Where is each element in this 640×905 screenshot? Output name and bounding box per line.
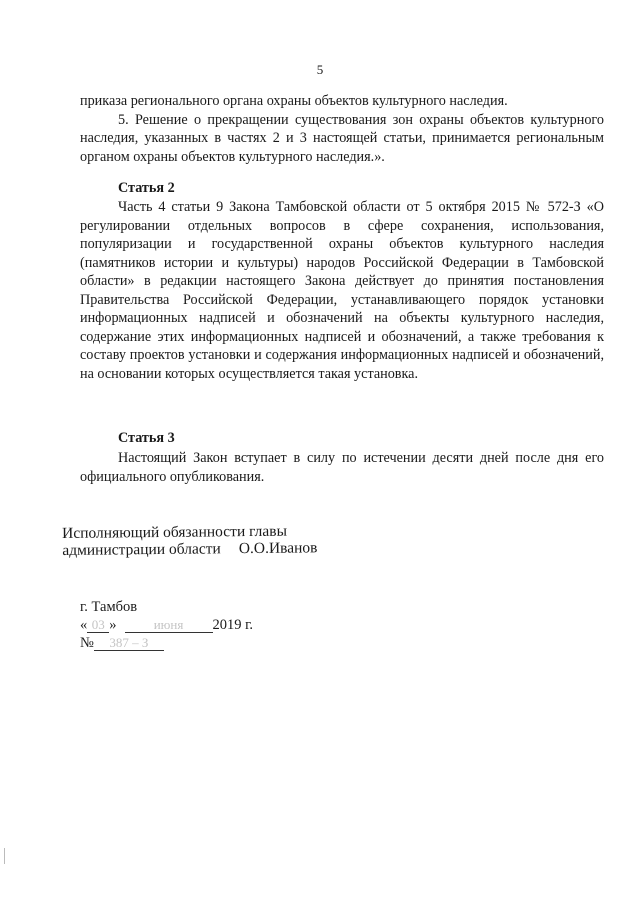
number-label: № [80,635,94,651]
page-number: 5 [316,62,324,77]
date-open-quote: « [80,617,88,633]
paragraph-item-5: 5. Решение о прекращении существования зон охраны объектов культурного наследия, указанных в частях 2 и 3 настоящей статьи, принимается региональным органом охраны объектов культурного наследия.». [80,111,604,165]
article-3-body [80,449,604,486]
date-month: июня [125,617,213,633]
place-date-block [80,598,253,652]
city: г. Тамбов [80,599,138,615]
article-3-heading: Статья 3 [118,430,175,446]
signature-title-line2: администрации области [62,540,221,559]
article-2-body [80,198,604,383]
signatory-name: О.О.Иванов [238,539,318,558]
signature-title-line2-row [62,539,317,559]
signature-title-line1: Исполняющий обязанности главы [62,522,288,542]
article-2-heading: Статья 2 [118,180,175,196]
article-2-text: Часть 4 статьи 9 Закона Тамбовской области от 5 октября 2015 № 572-З «О регулировании отдельных вопросов в сфере сохранения, использования, популяризации и государственной охраны объектов культурного наследия (памятников истории и культуры) народов Российской Федерации в Тамбовской области» в редакции настоящего Закона действует до принятия постановления Правительства Российской Федерации, устанавливающего порядок установки информационных надписей и обозначений на объекты культурного наследия, содержание этих информационных надписей и обозначений, а также требования к составу проектов установки и содержания информационных надписей и обозначений, на основании которых осуществляется такая установка. [80,199,604,382]
date-line [80,616,253,634]
number-line [80,634,253,652]
date-day: 03 [87,617,109,633]
article-3-text: Настоящий Закон вступает в силу по истечении десяти дней после дня его официального опубликования. [80,450,604,485]
date-close-quote: » [109,617,117,633]
date-year: 2019 г. [212,617,254,633]
scan-margin-mark [4,848,5,864]
document-number: 387 – З [94,635,164,651]
intro-block [80,92,604,166]
signature-block [62,522,318,559]
paragraph-continuation: приказа регионального органа охраны объектов культурного наследия. [80,93,508,109]
